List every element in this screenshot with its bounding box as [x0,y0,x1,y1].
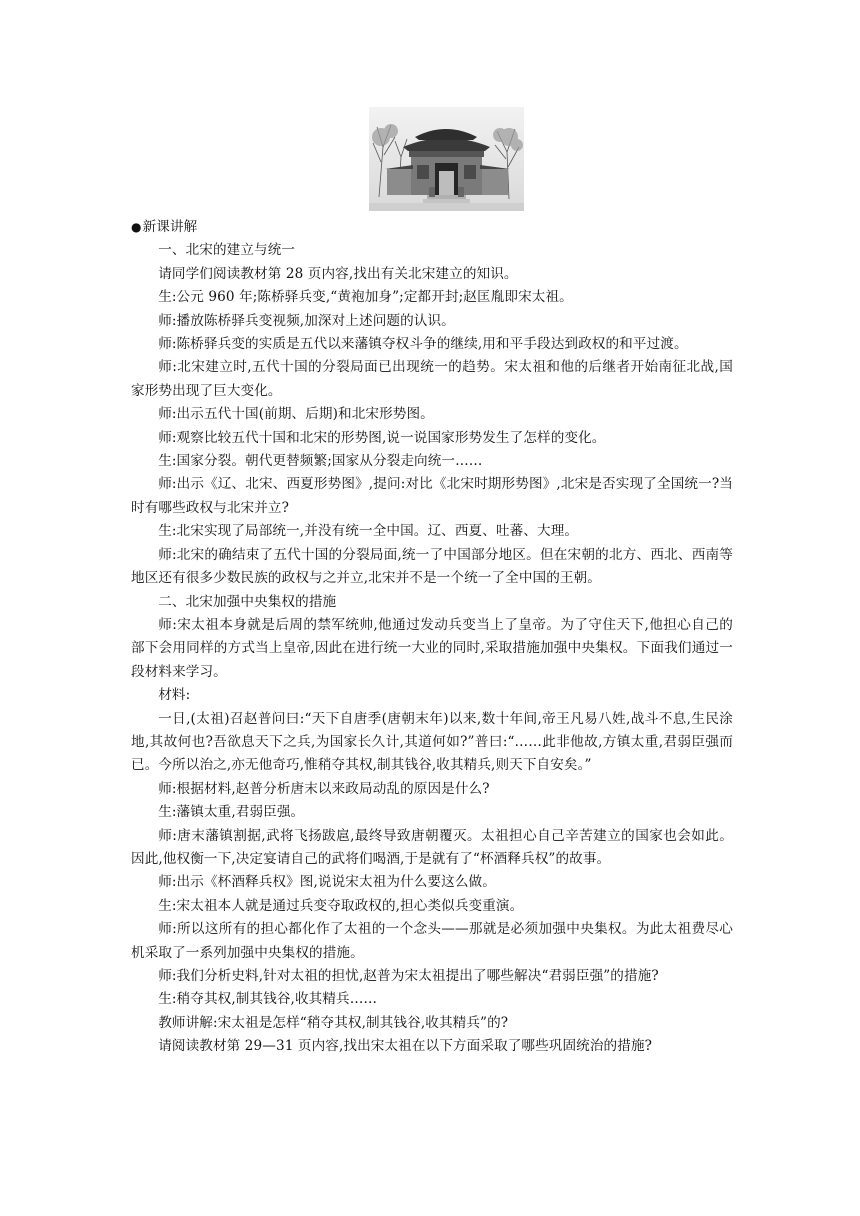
paragraph: 师:我们分析史料,针对太祖的担忧,赵普为宋太祖提出了哪些解决“君弱臣强”的措施? [158,968,659,984]
paragraph: 师:宋太祖本身就是后周的禁军统帅,他通过发动兵变当上了皇帝。为了守住天下,他担心自己的部下会用同样的方式当上皇帝,因此在进行统一大业的同时,采取措施加强中央集权。下面我们通过一段材料来学习。 [131,616,733,680]
paragraph: 生:北宋实现了局部统一,并没有统一全中国。辽、西夏、吐蕃、大理。 [158,523,579,540]
paragraph: 生:稍夺其权,制其钱谷,收其精兵…… [158,991,378,1008]
paragraph: 生:国家分裂。朝代更替频繁;国家从分裂走向统一…… [158,453,483,470]
paragraph: 师:观察比较五代十国和北宋的形势图,说一说国家形势发生了怎样的变化。 [158,429,606,446]
paragraph: 请同学们阅读教材第 28 页内容,找出有关北宋建立的知识。 [158,265,518,282]
bullet-icon: ● [131,220,142,234]
paragraph: 师:出示《杯酒释兵权》图,说说宋太祖为什么要这么做。 [158,874,496,891]
paragraph: 师:出示五代十国(前期、后期)和北宋形势图。 [158,406,434,423]
lesson-content [131,216,733,1059]
paragraph: 生:宋太祖本人就是通过兵变夺取政权的,担心类似兵变重演。 [158,897,524,914]
subsection-title: 二、北宋加强中央集权的措施 [158,593,337,610]
quoted-material: 一日,(太祖)召赵普问曰:“天下自唐季(唐朝末年)以来,数十年间,帝王凡易八姓,战斗不息,生民涂地,其故何也?吾欲息天下之兵,为国家长久计,其道何如?”普曰:“……此非他故,方镇太重,君弱臣强而已。今所以治之,亦无他奇巧,惟稍夺其权,制其钱谷,收其精兵,则天下自安矣。” [131,710,733,774]
paragraph: 生:藩镇太重,君弱臣强。 [158,804,305,821]
paragraph: 师:所以这所有的担心都化作了太祖的一个念头——那就是必须加强中央集权。为此太祖费尽心机采取了一系列加强中央集权的措施。 [131,921,733,961]
paragraph: 教师讲解:宋太祖是怎样“稍夺其权,制其钱谷,收其精兵”的? [158,1014,509,1031]
paragraph: 材料: [158,687,191,704]
paragraph: 师:出示《辽、北宋、西夏形势图》,提问:对比《北宋时期形势图》,北宋是否实现了全国统一?当时有哪些政权与北宋并立? [131,476,733,516]
paragraph: 师:根据材料,赵普分析唐末以来政局动乱的原因是什么? [158,780,490,797]
paragraph: 生:公元 960 年;陈桥驿兵变,“黄袍加身”;定都开封;赵匡胤即宋太祖。 [158,289,573,306]
paragraph: 师:陈桥驿兵变的实质是五代以来藩镇夺权斗争的继续,用和平手段达到政权的和平过渡。 [158,336,688,353]
paragraph: 师:北宋建立时,五代十国的分裂局面已出现统一的趋势。宋太祖和他的后继者开始南征北战,国家形势出现了巨大变化。 [131,359,733,399]
temple-gate-photo [369,107,524,211]
paragraph: 师:北宋的确结束了五代十国的分裂局面,统一了中国部分地区。但在宋朝的北方、西北、西南等地区还有很多少数民族的政权与之并立,北宋并不是一个统一了全中国的王朝。 [131,546,733,587]
paragraph: 师:播放陈桥驿兵变视频,加深对上述问题的认识。 [158,312,455,329]
paragraph: 师:唐末藩镇割据,武将飞扬跋扈,最终导致唐朝覆灭。太祖担心自己辛苦建立的国家也会如此。因此,他权衡一下,决定宴请自己的武将们喝酒,于是就有了“杯酒释兵权”的故事。 [131,827,733,867]
subsection-title: 一、北宋的建立与统一 [158,242,296,259]
paragraph: 请阅读教材第 29—31 页内容,找出宋太祖在以下方面采取了哪些巩固统治的措施? [158,1038,653,1055]
section-heading: ●新课讲解 [131,216,733,239]
